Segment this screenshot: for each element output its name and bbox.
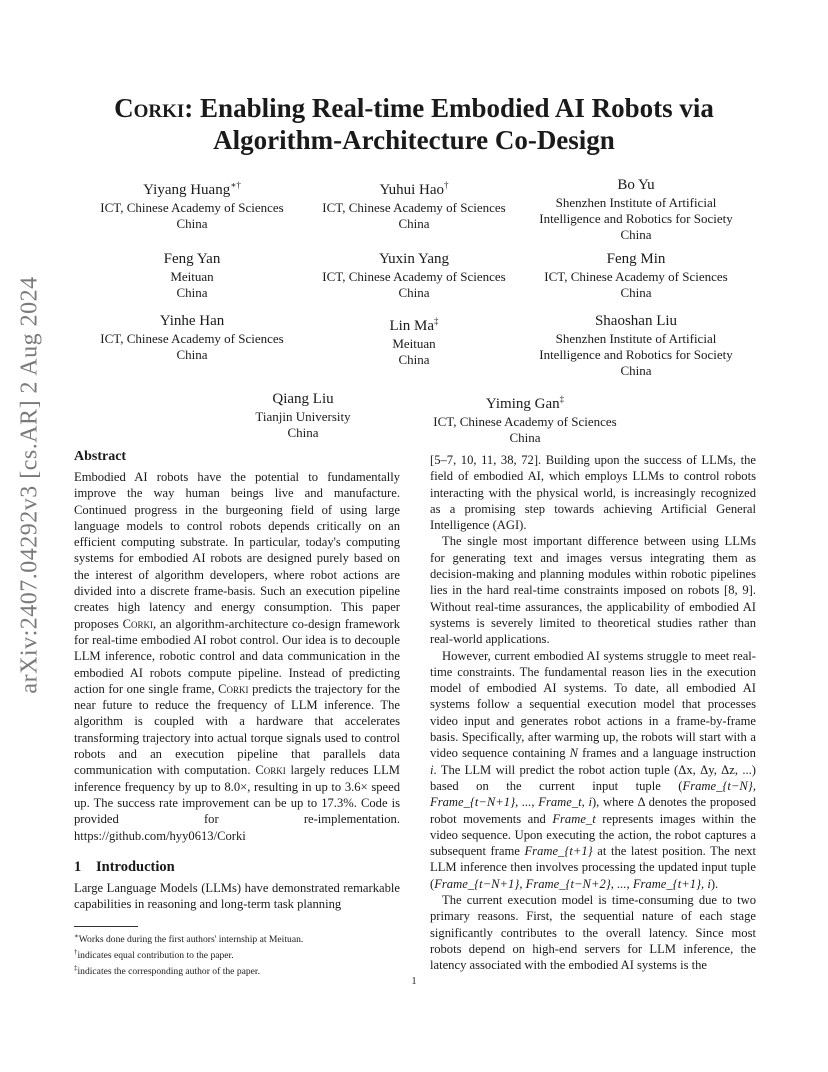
author-affiliation: Shenzhen Institute of Artificial — [555, 331, 717, 346]
abstract-heading: Abstract — [74, 449, 127, 464]
title-line-1 — [74, 92, 754, 124]
author-block — [304, 176, 524, 232]
author-block — [82, 250, 302, 301]
title-line-1-rest: : Enabling Real-time Embodied AI Robots via — [184, 93, 714, 123]
author-block — [526, 176, 746, 243]
author-country: China — [176, 347, 208, 362]
author-name: Bo Yu — [617, 177, 655, 193]
author-country: China — [287, 425, 319, 440]
author-country: China — [398, 352, 430, 367]
author-affiliation: Meituan — [392, 336, 436, 351]
author-name: Feng Yan — [163, 251, 221, 267]
author-block — [82, 176, 302, 232]
footnote: ‡indicates the corresponding author of the paper. — [74, 964, 260, 978]
right-column — [430, 452, 756, 974]
input-tuple-math: Frame_{t−N}, Frame_{t−N+1}, ..., Frame_t, i — [430, 778, 756, 810]
author-country: China — [176, 216, 208, 231]
author-affiliation: ICT, Chinese Academy of Sciences — [322, 269, 506, 284]
author-country: China — [398, 285, 430, 300]
author-affiliation: ICT, Chinese Academy of Sciences — [544, 269, 728, 284]
author-country: China — [398, 216, 430, 231]
author-country: China — [176, 285, 208, 300]
author-name: Feng Min — [606, 251, 666, 267]
author-affiliation: Tianjin University — [255, 409, 351, 424]
author-block — [193, 390, 413, 441]
author-name: Lin Ma‡ — [389, 316, 439, 334]
body-paragraph: [5–7, 10, 11, 38, 72]. Building upon the success of LLMs, the field of embodied AI, which employs LLMs to control robots interacting with the physical world, is increasingly recognized as a promising step towards achieving Artificial General Intelligence (AGI). — [430, 453, 756, 533]
introduction-heading: 1 Introduction — [74, 858, 175, 875]
author-country: China — [509, 430, 541, 445]
author-name: Qiang Liu — [272, 391, 334, 407]
author-block — [304, 312, 524, 368]
author-affiliation: Meituan — [170, 269, 214, 284]
footnote: ∗Works done during the first authors' internship at Meituan. — [74, 932, 304, 946]
page-number: 1 — [411, 976, 417, 987]
author-affiliation: Shenzhen Institute of Artificial — [555, 195, 717, 210]
introduction-paragraph: Large Language Models (LLMs) have demonstrated remarkable capabilities in reasoning and long-term task planning — [74, 880, 400, 912]
paper-title — [74, 92, 754, 156]
footnotes — [74, 926, 400, 979]
updated-tuple-math: Frame_{t−N+1}, Frame_{t−N+2}, ..., Frame_{t+1}, i — [434, 876, 711, 891]
author-affiliation: ICT, Chinese Academy of Sciences — [433, 414, 617, 429]
author-block — [82, 312, 302, 363]
author-affiliation-line-2: Intelligence and Robotics for Society — [539, 211, 733, 226]
author-affiliation-line-2: Intelligence and Robotics for Society — [539, 347, 733, 362]
arxiv-id-text: arXiv:2407.04292v3 [cs.AR] 2 Aug 2024 — [16, 276, 43, 694]
body-paragraph: However, current embodied AI systems struggle to meet real-time constraints. The fundamental reason lies in the execution model of embodied AI systems. To date, all embodied AI systems follow a sequential execution model that processes video input and generates robot actions in a frame-by-frame basis. Specifically, after warming up, the robots will start with a video sequence containing N frames and a language instruction i. The LLM will predict the robot action tuple (Δx, Δy, Δz, ...) based on the current input tuple (Frame_{t−N}, Frame_{t−N+1}, ..., Frame_t, i), where Δ denotes the proposed robot movements and Frame_t represents images within the video sequence. Upon executing the action, the robot captures a subsequent frame Frame_{t+1} at the latest position. The next LLM inference then involves processing the updated input tuple (Frame_{t−N+1}, Frame_{t−N+2}, ..., Frame_{t+1}, i). — [430, 648, 756, 891]
abstract-text: Embodied AI robots have the potential to fundamentally improve the way human beings live and manufacture. Continued progress in the burgeoning field of using large language models to control robots depends critically on an efficient computing substrate. In particular, today's computing systems for embodied AI robots are designed purely based on the interest of algorithm developers, where robot actions are divided into a discrete frame-basis. Such an execution pipeline creates high latency and energy consumption. This paper proposes Corki, an algorithm-architecture co-design framework for real-time embodied AI robot control. Our idea is to decouple LLM inference, robotic control and data communication in the embodied AI robots compute pipeline. Instead of predicting action for one single frame, Corki predicts the trajectory for the near future to reduce the frequency of LLM inference. The algorithm is coupled with a hardware that accelerates transforming trajectory into actual torque signals used to control robots and an execution pipeline that parallels data communication with computation. Corki largely reduces LLM inference frequency by up to 8.0×, resulting in up to 3.6× speed up. The success rate improvement can be up to 17.3%. Code is provided for re-implementation. https://github.com/hyy0613/Corki — [74, 470, 400, 843]
body-paragraph: The current execution model is time-consuming due to two primary reasons. First, the sequential nature of each stage significantly contributes to the overall latency. Since most robots depend on high-end servers for LLM inference, the latency associated with the embodied AI systems is the — [430, 893, 756, 973]
author-block — [415, 390, 635, 446]
author-name: Yiming Gan‡ — [485, 394, 565, 412]
author-affiliation: ICT, Chinese Academy of Sciences — [100, 200, 284, 215]
author-name: Yuxin Yang — [378, 251, 450, 267]
author-country: China — [620, 285, 652, 300]
author-name: Yiyang Huang∗† — [143, 180, 241, 198]
author-block — [526, 312, 746, 379]
author-affiliation: ICT, Chinese Academy of Sciences — [100, 331, 284, 346]
arxiv-sidebar-identifier — [10, 276, 50, 694]
author-country: China — [620, 363, 652, 378]
author-name: Shaoshan Liu — [594, 313, 678, 329]
body-paragraph: The single most important difference between using LLMs for generating text and images versus integrating them as decision-making and planning modules within robotic pipelines lies in the hard real-time constraints imposed on robots [8, 9]. Without real-time assurances, the applicability of embodied AI systems is severely limited to theoretical studies rather than real-world applications. — [430, 534, 756, 647]
left-column — [74, 448, 400, 912]
footnote: †indicates equal contribution to the paper. — [74, 948, 234, 962]
author-country: China — [620, 227, 652, 242]
author-block — [304, 250, 524, 301]
author-name: Yinhe Han — [159, 313, 225, 329]
title-system-name: Corki — [114, 93, 185, 123]
author-affiliation: ICT, Chinese Academy of Sciences — [322, 200, 506, 215]
footnote-divider — [74, 926, 138, 927]
author-name: Yuhui Hao† — [379, 180, 449, 198]
author-block — [526, 250, 746, 301]
title-line-2: Algorithm-Architecture Co-Design — [213, 125, 615, 155]
